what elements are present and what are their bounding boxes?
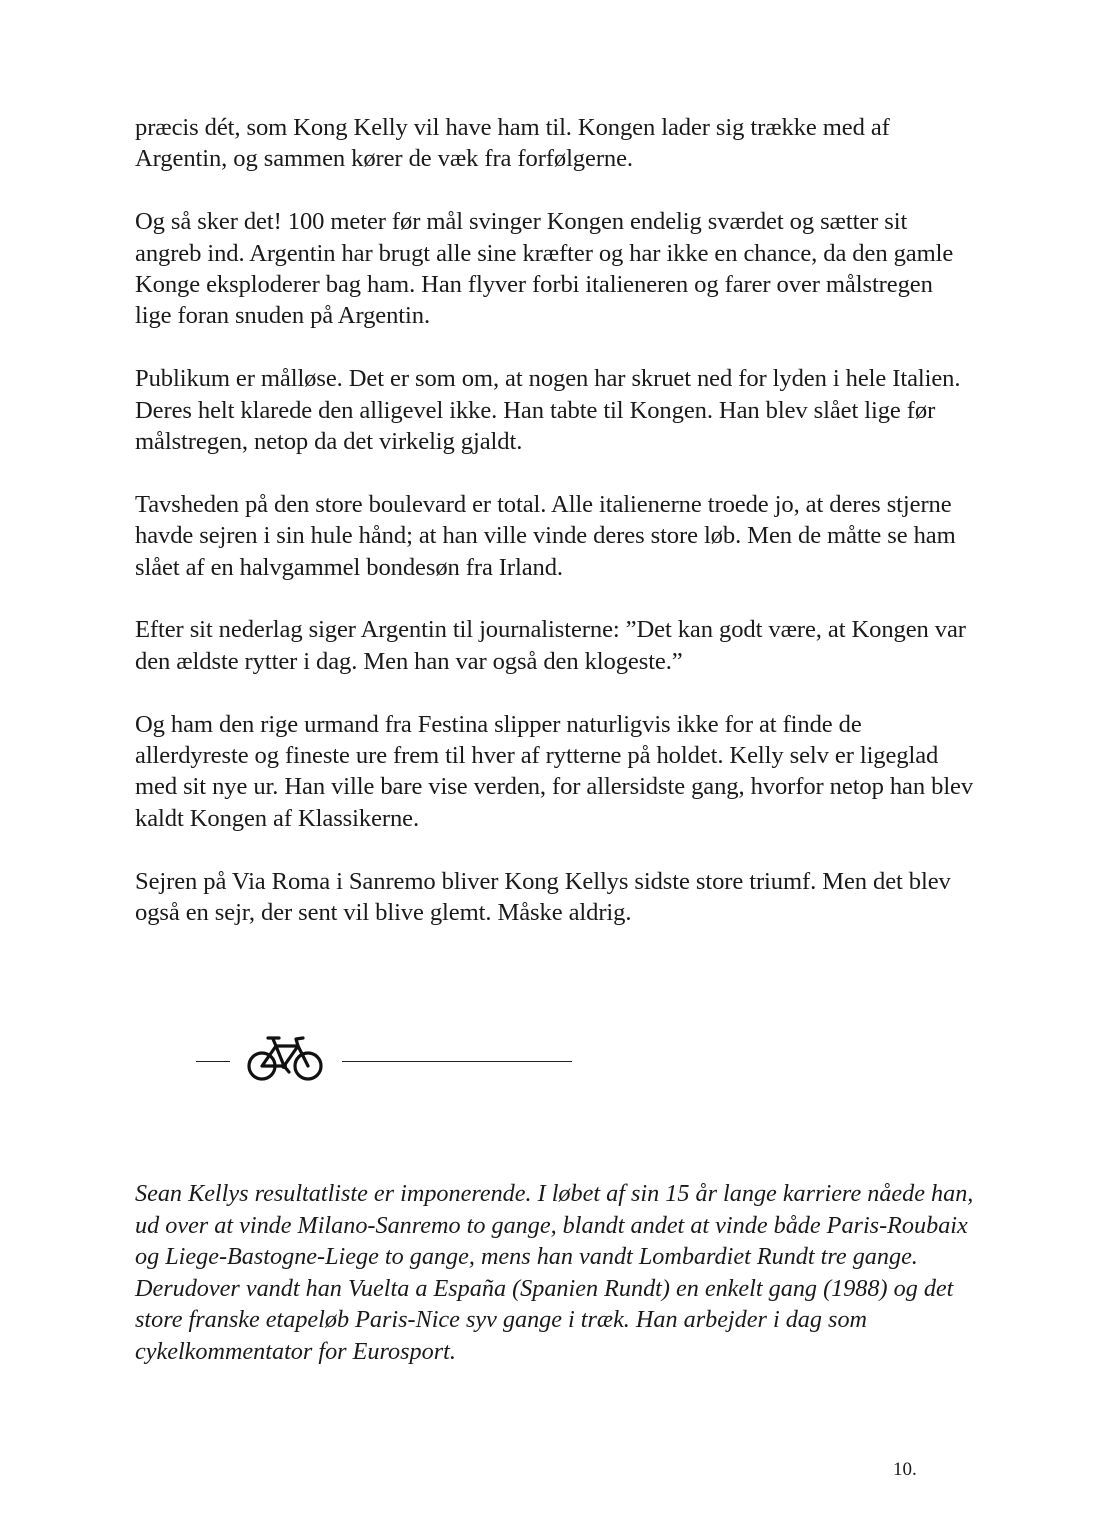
paragraph-2: Og så sker det! 100 meter før mål svinger Kongen endelig sværdet og sætter sit angreb ind. Argentin har brugt alle sine kræfter og har ikke en chance, da den gamle Konge eksploderer bag ham. Han flyver forbi italieneren og farer over målstregen lige foran snuden på Argentin. <box>135 208 954 330</box>
bicycle-icon <box>246 1032 324 1082</box>
divider-rule-right <box>342 1061 572 1062</box>
divider-rule-left <box>196 1061 230 1062</box>
paragraph-6: Og ham den rige urmand fra Festina slipper naturligvis ikke for at finde de allerdyreste og fineste ure frem til hver af rytterne på holdet. Kelly selv er ligeglad med sit nye ur. Han ville bare vise verden, for allersidste gang, hvorfor netop han blev kaldt Kongen af Klassikerne. <box>135 710 974 832</box>
paragraph-4: Tavsheden på den store boulevard er total. Alle italienerne troede jo, at deres stjerne havde sejren i sin hule hånd; at han ville vinde deres store løb. Men de måtte se ham slået af en halvgammel bondesøn fra Irland. <box>135 490 956 581</box>
paragraph-1: præcis dét, som Kong Kelly vil have ham til. Kongen lader sig trække med af Argentin, og sammen kører de væk fra forfølgerne. <box>135 114 890 173</box>
section-divider <box>196 1032 576 1080</box>
body-text <box>135 112 975 960</box>
footnote-italic: Sean Kellys resultatliste er imponerende. I løbet af sin 15 år lange karriere nåede han, ud over at vinde Milano-Sanremo to gange, blandt andet at vinde både Paris-Roubaix og Liege-Bastogne-Liege to gange, mens han vandt Lombardiet Rundt tre gange. Derudover vandt han Vuelta a España (Spanien Rundt) en enkelt gang (1988) og det store franske etapeløb Paris-Nice syv gange i træk. Han arbejder i dag som cykelkommentator for Eurosport. <box>135 1180 974 1365</box>
paragraph-5: Efter sit nederlag siger Argentin til journalisterne: ”Det kan godt være, at Kongen var den ældste rytter i dag. Men han var også den klogeste.” <box>135 616 966 675</box>
page-number: 10. <box>893 1459 917 1480</box>
paragraph-7: Sejren på Via Roma i Sanremo bliver Kong Kellys sidste store triumf. Men det blev også en sejr, der sent vil blive glemt. Måske aldrig. <box>135 867 951 927</box>
paragraph-3: Publikum er målløse. Det er som om, at nogen har skruet ned for lyden i hele Italien. Deres helt klarede den alligevel ikke. Han tabte til Kongen. Han blev slået lige før målstregen, netop da det virkelig gjaldt. <box>135 365 961 456</box>
